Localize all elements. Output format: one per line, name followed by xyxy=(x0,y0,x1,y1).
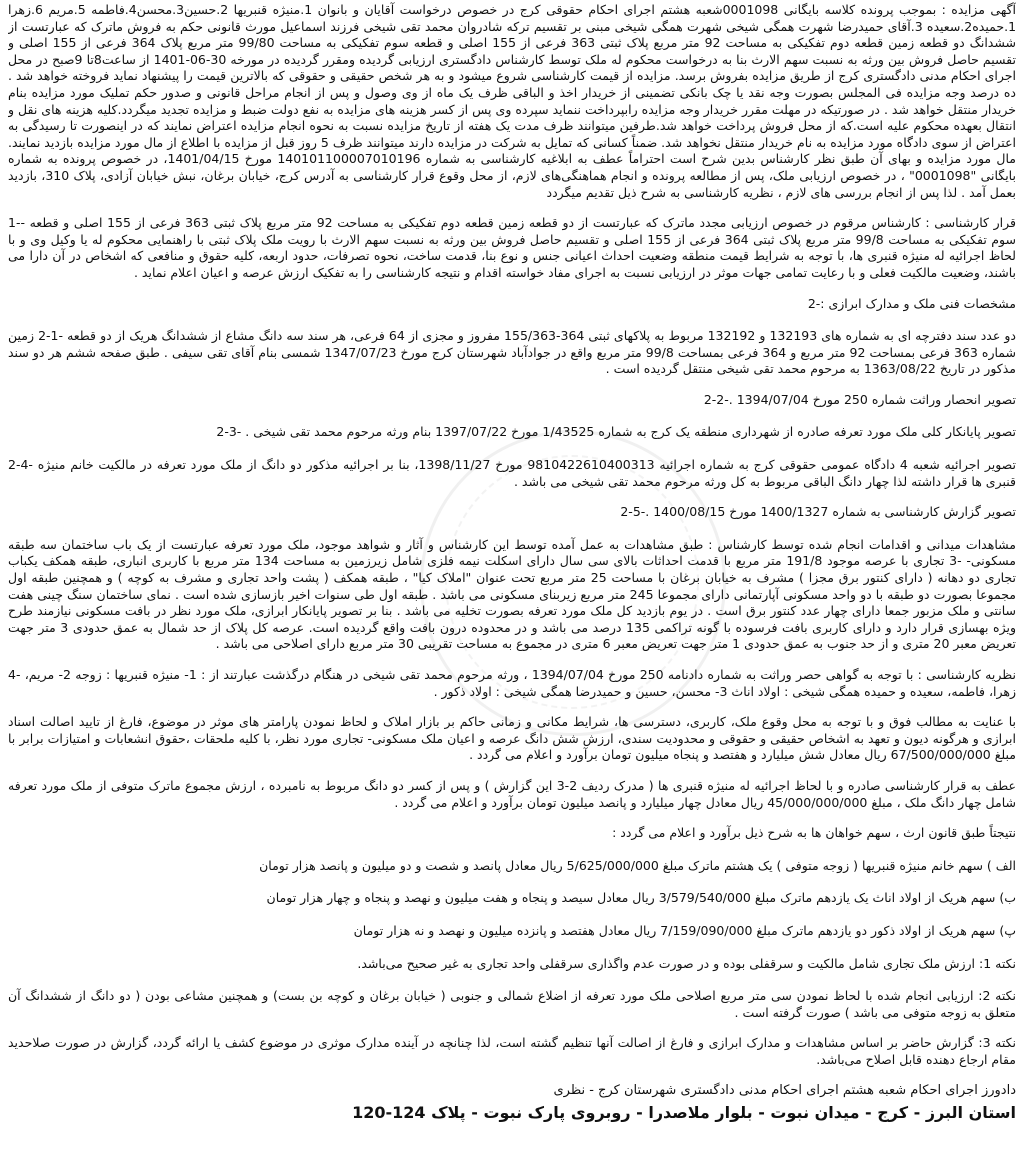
share-sons-line: پ) سهم هریک از اولاد ذکور دو یازدهم ماترک مبلغ 7/159/090/000 ریال معادل هفتصد و پانزده میلیون و نهصد و نه هزار تومان xyxy=(353,922,1016,938)
completion-certificate-line: تصویر پایانکار کلی ملک مورد تعرفه صادره از شهرداری منطقه یک کرج به شماره 1/43525 مورخ 1397/07/22 بنام ورثه مرحوم محمد تقی شیخی . -3-2 xyxy=(216,424,1016,440)
technical-specs-heading: مشخصات فنی ملک و مدارک ابرازی :-2 xyxy=(807,295,1016,311)
execution-order-paragraph: تصویر اجرائیه شعبه 4 دادگاه عمومی حقوقی کرج به شماره اجرائیه 9810422610400313 مورخ 1398/11/27، بنا بر اجرائیه مذکور دو دانگ از ملک مورد تعرفه در مالکیت خانم منیژه -4-2 قنبری ها قرار داشته لذا چهار دانگ الباقی مربوط به کل ورثه مرحوم محمد تقی شیخی می باشد . xyxy=(8,457,1016,489)
signature-line: دادورز اجرای احکام شعبه هشتم اجرای احکام مدنی دادگستری شهرستان کرج - نظری xyxy=(553,1082,1016,1098)
field-observations-paragraph: مشاهدات میدانی و اقدامات انجام شده توسط کارشناس : طبق مشاهدات به عمل آمده توسط این کارشناس و آثار و شواهد موجود، ملک مورد تعرفه عبارتست از یک باب ساختمان سه طبقه مسکونی- -3 تجاری با عرصه موجود 191/8 متر مربع با قدمت احداثات بالای سی سال دارای اسکلت نیمه فلزی شامل زیرزمین به مساحت 134 متر مربع با کاربری انباری، طبقه همکف یکباب تجاری دو دهانه ( دارای کنتور برق مجزا ) مشرف به خیابان برغان با مساحت 25 متر مربع تحت عنوان "املاک کیا" ، طبقه همکف ( پشت واحد تجاری و مشرف به کوچه ) و همچنین طبقه اول مجموعا بصورت دو طبقه با دو واحد مسکونی آپارتمانی دارای مجموعا 245 متر مربع زیربنای مسکونی می باشد . طبقه اول طی سنوات اخیر بازسازی شده است . نمای ساختمان سنگ چینی هفت سانتی و ملک مزبور جمعا دارای چهار عدد کنتور برق است . در یوم بازدید کل ملک مورد تعرفه بصورت تخلیه می باشد . بنا بر تصویر پایانکار ابرازی، ملک مورد نظر در بافت مسکونی نیازمند طرح ویژه بهسازی قرار دارد و دارای کاربری بافت فرسوده با گونه تراکمی 135 درصد می باشد و در محدوده درون بافت واقع گردیده است. عرصه کل پلاک از حد شمال به عمق حدودی 3 متر جهت تعریض معبر 20 متری و از حد جنوب به عمق حدودی 1 متر جهت تعریض معبر 6 متری در مجموع به مساحت تقریبی 30 متر مربع دارای اصلاحی می باشد . xyxy=(8,536,1016,652)
share-daughters-line: ب) سهم هریک از اولاد اناث یک یازدهم ماترک مبلغ 3/579/540/000 ریال معادل سیصد و پنجاه و هفت میلیون و نهصد و پنجاه و چهار هزار تومان xyxy=(266,890,1016,906)
share-spouse-line: الف ) سهم خانم منیژه قنبریها ( زوجه متوفی ) یک هشتم ماترک مبلغ 5/625/000/000 ریال معادل پانصد و شصت و دو میلیون و پانصد هزار تومان xyxy=(259,857,1016,873)
inheritance-certificate-line: تصویر انحصار وراثت شماره 250 مورخ 1394/07/04 .-2-2 xyxy=(703,391,1016,407)
note-2-paragraph: نکته 2: ارزیابی انجام شده با لحاظ نمودن سی متر مربع اصلاحی ملک مورد تعرفه از اضلاع شمالی و جنوبی ( خیابان برغان و کوچه بن بست) و همچنین مشاعی بودن ( دو دانگ از ششدانگ آن متعلق به زوجه متوفی می باشد ) صورت گرفته است . xyxy=(8,988,1016,1020)
note-1-line: نکته 1: ارزش ملک تجاری شامل مالکیت و سرقفلی بوده و در صورت عدم واگذاری سرقفلی واحد تجاری به غیر صحیح می‌باشد. xyxy=(357,955,1016,971)
note-3-paragraph: نکته 3: گزارش حاضر بر اساس مشاهدات و مدارک ابرازی و فارغ از اصالت آنها تنظیم گشته است، لذا چنانچه در آینده مدارک موثری در موضوع کشف یا ارائه گردد، گزارش در صورت صلاحدید مقام ارجاع دهنده قابل اصلاح می‌باشد. xyxy=(8,1035,1016,1067)
estate-value-paragraph: عطف به قرار کارشناسی صادره و با لحاظ اجرائیه له منیژه قنبری ها ( مدرک ردیف 2-3 این گزارش ) و پس از کسر دو دانگ مربوط به نامبرده ، ارزش مجموع ماترک متوفی از ملک مورد تعرفه شامل چهار دانگ ملک ، مبلغ 45/000/000/000 ریال معادل چهار میلیارد و پانصد میلیون تومان برآورد و اعلام می گردد . xyxy=(8,777,1016,810)
notice-intro-paragraph: آگهی مزایده : بموجب پرونده کلاسه بایگانی 0001098شعبه هشتم اجرای احکام حقوقی کرج در خصوص درخواست آقایان و بانوان 1.منیژه قنبریها 2.حسین3.محسن4.فاطمه 5.مریم 6.زهرا 1.حمیده2.سعیده 3.آقای حمیدرضا شهرت همگی شیخی شهرت همگی شیخی مبنی بر تقسیم ترکه شادروان محمد تقی شیخی فرزند اسماعیل مورث قانونی حکم به فروش ماترک که عبارتست از ششدانگ دو قطعه زمین قطعه دوم تفکیکی به مساحت 92 متر مربع پلاک ثبتی 363 فرعی از 155 اصلی و قطعه سوم تفکیکی به مساحت 99/80 متر مربع پلاک 364 فرعی از 155 اصلی و تقسیم حاصل فروش بین ورثه به نسبت سهم الارث بنا به درخواست محکوم له ملک توسط کارشناس دادگستری ارزیابی گردیده ومقرر گردیده در مورخه 30-06-1401 از ساعت8تا 9صبح در محل اجرای احکام مدنی دادگستری کرج از طریق مزایده بفروش برسد. مزایده از قیمت کارشناسی شروع میشود و به هر شخص حقیقی و حقوقی که بالاترین قیمت را پیشنهاد نماید فروخته خواهد شد . ده درصد وجه مزایده فی المجلس بصورت وجه نقد یا چک بانکی تضمینی از خریدار اخذ و الباقی ظرف یک ماه از وی وصول و پس از انجام مراحل قانونی و صدور حکم تملیک مورد مزایده بنام خریدار منتقل خواهد شد . در صورتیکه در مهلت مقرر خریدار وجه مزایده رابپرداخت ننماید سپرده وی پس از کسر هزینه های مزایده به نفع دولت ضبط و مزایده تجدید میگردد.کلیه هزینه های نقل و انتقال بعهده محکوم علیه است.که از محل فروش پرداخت خواهد شد.طرفین میتوانند ظرف مدت یک هفته از تاریخ مزایده نسبت به نحوه انجام مزایده اعتراض نمایند که در اینصورت تا رسیدگی به اعتراض از سوی دادگاه مورد مزایده به نام خریدار منتقل نخواهد شد. ضمناً کسانی که تمایل به شرکت در مزایده دارند میتوانند ظرف 5 روز قبل از مزایده با اطلاع از مال مورد مزایده بازدید نمایند. مال مورد مزایده و بهای آن طبق نظر کارشناس بدین شرح است احتراماً عطف به ابلاغیه کارشناسی به شماره 140101100007010196 مورخ 1401/04/15، در خصوص پرونده به شماره بایگانی "0001098" ، در خصوص ارزیابی ملک، پس از مطالعه پرونده و انجام هماهنگی‌های لازم، از محل وقوع قرار کارشناسی به آدرس کرج، خیابان برغان، نبش خیابان آزادی، پلاک 310، بازدید بعمل آمد . لذا پس از انجام بررسی های لازم ، نظریه کارشناسی به شرح ذیل تقدیم میگردد xyxy=(8,2,1016,200)
deed-documents-paragraph: دو عدد سند دفترچه ای به شماره های 132193 و 132192 مربوط به پلاکهای ثبتی 364-155/363 مفروز و مجزی از 64 فرعی، هر سند سه دانگ مشاع از ششدانگ هریک از دو قطعه -1-2 زمین شماره 363 فرعی بمساحت 92 متر مربع و 364 فرعی بمساحت 99/8 متر مربع واقع در جوادآباد شهرستان کرج مورخ 1347/07/23 شمسی بنام آقای تقی سیفی . طبق صفحه ششم هر دو سند مذکور در تاریخ 1363/08/22 به مرحوم محمد تقی شیخی منتقل گردیده است . xyxy=(8,328,1016,377)
expert-opinion-heirs-paragraph: نظریه کارشناسی : با توجه به گواهی حصر وراثت به شماره دادنامه 250 مورخ 1394/07/04 ، ورثه مرحوم محمد تقی شیخی در هنگام درگذشت عبارتند از : 1- منیژه قنبریها : زوجه 2- مریم، -4 زهرا، فاطمه، سعیده و حمیده همگی شیخی : اولاد اناث 3- محسن، حسین و حمیدرضا همگی شیخی : اولاد ذکور . xyxy=(8,667,1016,699)
expert-order-paragraph: قرار کارشناسی : کارشناس مرقوم در خصوص ارزیابی مجدد ماترک که عبارتست از دو قطعه زمین قطعه دوم تفکیکی به مساحت 92 متر مربع پلاک ثبتی 363 فرعی از 155 اصلی و قطعه --1 سوم تفکیکی به مساحت 99/8 متر مربع پلاک ثبتی 364 فرعی از 155 اصلی و تقسیم حاصل فروش بین ورثه به نسبت سهم الارث با رویت ملک پلاک ثبتی با راهنمایی محکوم له یا وکیل وی و با لحاظ اجرائیه له منیژه قنبری ها، با توجه به شرایط قیمت منطقه وضعیت احداث اعیانی جنس و نوع بنا، قدمت ساخت، نحوه تصرفات، حدود اربعه، کلیه حقوق و منافعی که اشخاص در آن دارا می باشند، وضعیت مالکیت فعلی و با رعایت تمامی جهات موثر در ارزیابی نسبت به اجرای مفاد خواسته اقدام و نتیجه کارشناسی را به تفکیک ارزش عرصه و اعیان اعلام نماید . xyxy=(8,215,1016,280)
address-line: استان البرز - کرج - میدان نبوت - بلوار ملاصدرا - روبروی پارک نبوت - پلاک 124-120 xyxy=(352,1103,1016,1123)
valuation-paragraph: با عنایت به مطالب فوق و با توجه به محل وقوع ملک، کاربری، دسترسی ها، شرایط مکانی و زمانی حاکم بر بازار املاک و لحاظ نمودن پارامتر های موثر در موضوع، فارغ از تایید اصالت اسناد ابرازی و هرگونه دیون و تعهد به اشخاص حقیقی و حقوقی و محدودیت سندی، ارزش شش دانگ عرصه و اعیان ملک مسکونی- تجاری مورد نظر، با کلیه ملحقات ،حقوق انشعابات و امتیازات برابر با مبلغ 67/500/000/000 ریال معادل شش میلیارد و هفتصد و پنجاه میلیون تومان برآورد و اعلام می گردد . xyxy=(8,714,1016,763)
expert-report-reference-line: تصویر گزارش کارشناسی به شماره 1400/1327 مورخ 1400/08/15 .-5-2 xyxy=(620,504,1016,520)
shares-intro-line: نتیجتاً طبق قانون ارث ، سهم خواهان ها به شرح ذیل برآورد و اعلام می گردد : xyxy=(612,825,1016,841)
auction-notice-document xyxy=(8,2,1016,1162)
